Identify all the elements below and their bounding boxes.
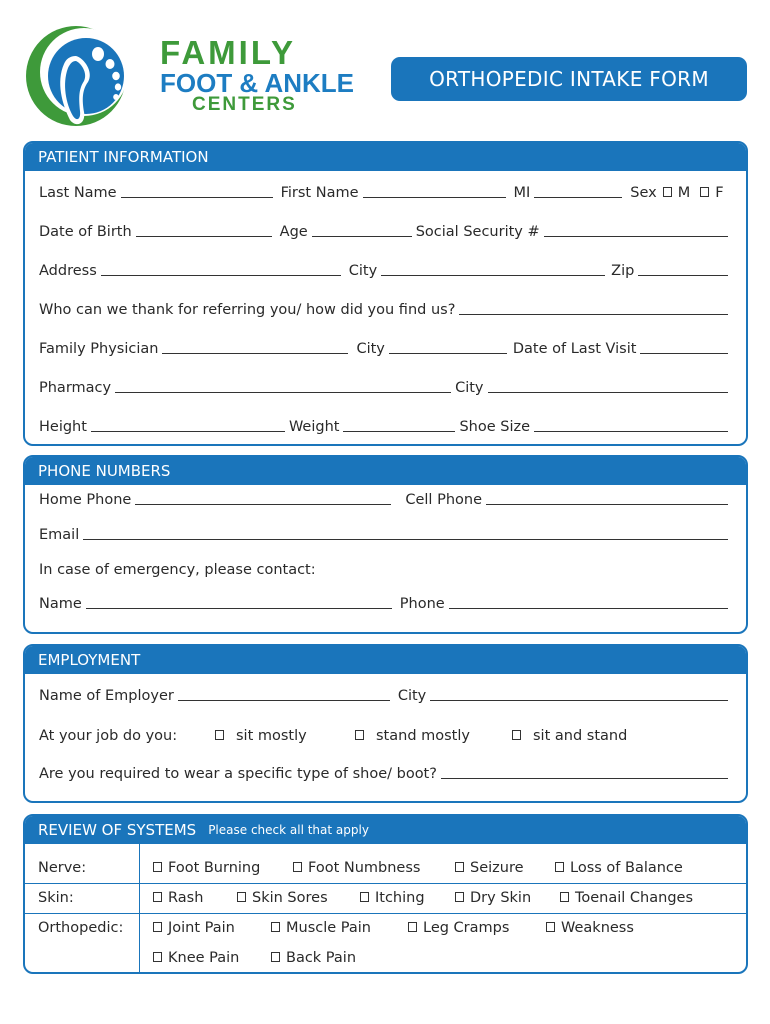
last-name-label: Last Name bbox=[39, 185, 117, 201]
employer-city-field[interactable] bbox=[430, 700, 728, 701]
home-phone-label: Home Phone bbox=[39, 492, 132, 508]
dob-label: Date of Birth bbox=[39, 224, 132, 240]
sit-mostly-label: sit mostly bbox=[236, 728, 307, 744]
ssn-field[interactable] bbox=[544, 236, 728, 237]
checkbox-icon[interactable] bbox=[360, 892, 369, 902]
height-field[interactable] bbox=[91, 431, 285, 432]
company-logo bbox=[24, 24, 355, 132]
checkbox-icon[interactable] bbox=[555, 862, 564, 872]
option-label: Leg Cramps bbox=[423, 920, 510, 936]
ros-title: REVIEW OF SYSTEMS bbox=[38, 821, 197, 839]
cell-phone-field[interactable] bbox=[486, 504, 728, 505]
shoe-requirement-field[interactable] bbox=[441, 778, 728, 779]
zip-field[interactable] bbox=[638, 275, 728, 276]
email-row bbox=[39, 527, 732, 543]
ros-option-loss-of-balance[interactable] bbox=[555, 860, 683, 876]
ros-option-back-pain[interactable] bbox=[271, 950, 356, 966]
home-phone-field[interactable] bbox=[135, 504, 391, 505]
pharmacy-city-label: City bbox=[455, 380, 484, 396]
checkbox-icon[interactable] bbox=[215, 730, 224, 740]
physician-label: Family Physician bbox=[39, 341, 159, 357]
job-type-row bbox=[39, 728, 732, 744]
shoe-size-field[interactable] bbox=[534, 431, 728, 432]
ros-option-foot-numbness[interactable] bbox=[293, 860, 420, 876]
last-name-field[interactable] bbox=[121, 197, 273, 198]
employer-city-label: City bbox=[397, 688, 427, 704]
last-visit-label: Date of Last Visit bbox=[512, 341, 637, 357]
checkbox-icon[interactable] bbox=[700, 187, 709, 197]
ssn-label: Social Security # bbox=[415, 224, 540, 240]
physician-field[interactable] bbox=[162, 353, 348, 354]
option-label: Joint Pain bbox=[168, 920, 235, 936]
checkbox-icon[interactable] bbox=[546, 922, 555, 932]
email-label: Email bbox=[39, 527, 80, 543]
sex-male-option[interactable] bbox=[663, 185, 691, 201]
sit-mostly-option[interactable] bbox=[215, 728, 355, 744]
male-label: M bbox=[677, 185, 691, 201]
weight-field[interactable] bbox=[343, 431, 455, 432]
emergency-contact-row bbox=[39, 596, 732, 612]
option-label: Back Pain bbox=[286, 950, 357, 966]
last-visit-field[interactable] bbox=[640, 353, 728, 354]
phone-numbers-section bbox=[23, 455, 748, 634]
city-field[interactable] bbox=[381, 275, 605, 276]
checkbox-icon[interactable] bbox=[271, 922, 280, 932]
phone-row bbox=[39, 492, 732, 508]
physician-row bbox=[39, 341, 732, 357]
pharmacy-field[interactable] bbox=[115, 392, 451, 393]
ros-option-muscle-pain[interactable] bbox=[271, 920, 371, 936]
foot-logo-icon bbox=[24, 24, 144, 132]
referral-field[interactable] bbox=[459, 314, 728, 315]
checkbox-icon[interactable] bbox=[455, 892, 464, 902]
dob-field[interactable] bbox=[136, 236, 272, 237]
emergency-phone-field[interactable] bbox=[449, 608, 728, 609]
employment-section bbox=[23, 644, 748, 803]
checkbox-icon[interactable] bbox=[271, 952, 280, 962]
city-label: City bbox=[348, 263, 378, 279]
shoe-question-label: Are you required to wear a specific type of shoe/ boot? bbox=[39, 766, 437, 782]
checkbox-icon[interactable] bbox=[455, 862, 464, 872]
checkbox-icon[interactable] bbox=[560, 892, 569, 902]
logo-text-foot-ankle: FOOT & ANKLE bbox=[160, 68, 355, 98]
ros-option-knee-pain[interactable] bbox=[153, 950, 239, 966]
ros-option-leg-cramps[interactable] bbox=[408, 920, 509, 936]
pharmacy-city-field[interactable] bbox=[488, 392, 728, 393]
option-label: Skin Sores bbox=[252, 890, 328, 906]
nerve-label: Nerve: bbox=[38, 860, 87, 876]
age-label: Age bbox=[279, 224, 308, 240]
shoe-size-label: Shoe Size bbox=[459, 419, 531, 435]
option-label: Knee Pain bbox=[168, 950, 240, 966]
ros-option-weakness[interactable] bbox=[546, 920, 634, 936]
option-label: Dry Skin bbox=[470, 890, 532, 906]
mi-field[interactable] bbox=[534, 197, 622, 198]
emergency-name-label: Name bbox=[39, 596, 82, 612]
sit-and-stand-label: sit and stand bbox=[533, 728, 628, 744]
checkbox-icon[interactable] bbox=[153, 952, 162, 962]
address-label: Address bbox=[39, 263, 97, 279]
form-title: ORTHOPEDIC INTAKE FORM bbox=[391, 57, 747, 101]
option-label: Rash bbox=[168, 890, 204, 906]
checkbox-icon[interactable] bbox=[237, 892, 246, 902]
sex-female-option[interactable] bbox=[700, 185, 723, 201]
section-header bbox=[25, 816, 746, 844]
first-name-label: First Name bbox=[280, 185, 359, 201]
emergency-phone-label: Phone bbox=[399, 596, 445, 612]
job-question-label: At your job do you: bbox=[39, 728, 178, 744]
checkbox-icon[interactable] bbox=[153, 892, 162, 902]
logo-text-family: FAMILY bbox=[160, 34, 296, 71]
ros-option-itching[interactable] bbox=[360, 890, 425, 906]
ros-option-joint-pain[interactable] bbox=[153, 920, 235, 936]
female-label: F bbox=[715, 185, 724, 201]
row-divider bbox=[25, 913, 746, 914]
option-label: Seizure bbox=[470, 860, 524, 876]
cell-phone-label: Cell Phone bbox=[405, 492, 482, 508]
ros-option-seizure[interactable] bbox=[455, 860, 524, 876]
physician-city-field[interactable] bbox=[389, 353, 507, 354]
logo-text-centers: CENTERS bbox=[192, 94, 297, 115]
sex-label: Sex bbox=[630, 185, 657, 201]
checkbox-icon[interactable] bbox=[293, 862, 302, 872]
ros-option-toenail-changes[interactable] bbox=[560, 890, 693, 906]
emergency-label: In case of emergency, please contact: bbox=[39, 562, 316, 578]
review-of-systems-section bbox=[23, 814, 748, 974]
ros-grid bbox=[25, 844, 746, 972]
section-header: PATIENT INFORMATION bbox=[25, 143, 746, 171]
section-header: PHONE NUMBERS bbox=[25, 457, 746, 485]
sit-and-stand-option[interactable] bbox=[512, 728, 627, 744]
option-label: Itching bbox=[375, 890, 425, 906]
height-label: Height bbox=[39, 419, 87, 435]
column-divider bbox=[139, 844, 140, 972]
address-field[interactable] bbox=[101, 275, 341, 276]
stand-mostly-label: stand mostly bbox=[376, 728, 470, 744]
stand-mostly-option[interactable] bbox=[355, 728, 512, 744]
patient-information-section bbox=[23, 141, 748, 446]
section-header: EMPLOYMENT bbox=[25, 646, 746, 674]
zip-label: Zip bbox=[611, 263, 635, 279]
name-row bbox=[39, 185, 732, 201]
address-row bbox=[39, 263, 732, 279]
mi-label: MI bbox=[513, 185, 531, 201]
checkbox-icon[interactable] bbox=[512, 730, 521, 740]
employer-label: Name of Employer bbox=[39, 688, 174, 704]
email-field[interactable] bbox=[83, 539, 728, 540]
orthopedic-label: Orthopedic: bbox=[38, 920, 124, 936]
measurements-row bbox=[39, 419, 732, 435]
checkbox-icon[interactable] bbox=[408, 922, 417, 932]
pharmacy-row bbox=[39, 380, 732, 396]
first-name-field[interactable] bbox=[363, 197, 506, 198]
shoe-requirement-row bbox=[39, 766, 732, 782]
emergency-name-field[interactable] bbox=[86, 608, 392, 609]
option-label: Muscle Pain bbox=[286, 920, 371, 936]
weight-label: Weight bbox=[288, 419, 340, 435]
row-divider bbox=[25, 883, 746, 884]
ros-option-skin-sores[interactable] bbox=[237, 890, 328, 906]
option-label: Foot Burning bbox=[168, 860, 261, 876]
referral-row bbox=[39, 302, 732, 318]
ros-option-foot-burning[interactable] bbox=[153, 860, 260, 876]
checkbox-icon[interactable] bbox=[153, 862, 162, 872]
dob-row bbox=[39, 224, 732, 240]
option-label: Loss of Balance bbox=[570, 860, 683, 876]
option-label: Toenail Changes bbox=[575, 890, 693, 906]
ros-option-rash[interactable] bbox=[153, 890, 203, 906]
emergency-row bbox=[39, 562, 732, 578]
checkbox-icon[interactable] bbox=[663, 187, 672, 197]
checkbox-icon[interactable] bbox=[153, 922, 162, 932]
employer-field[interactable] bbox=[178, 700, 390, 701]
referral-label: Who can we thank for referring you/ how did you find us? bbox=[39, 302, 456, 318]
pharmacy-label: Pharmacy bbox=[39, 380, 112, 396]
option-label: Foot Numbness bbox=[308, 860, 421, 876]
ros-option-dry-skin[interactable] bbox=[455, 890, 531, 906]
option-label: Weakness bbox=[561, 920, 634, 936]
skin-label: Skin: bbox=[38, 890, 74, 906]
physician-city-label: City bbox=[356, 341, 385, 357]
checkbox-icon[interactable] bbox=[355, 730, 364, 740]
age-field[interactable] bbox=[312, 236, 412, 237]
employer-row bbox=[39, 688, 732, 704]
ros-subtitle: Please check all that apply bbox=[208, 823, 369, 837]
